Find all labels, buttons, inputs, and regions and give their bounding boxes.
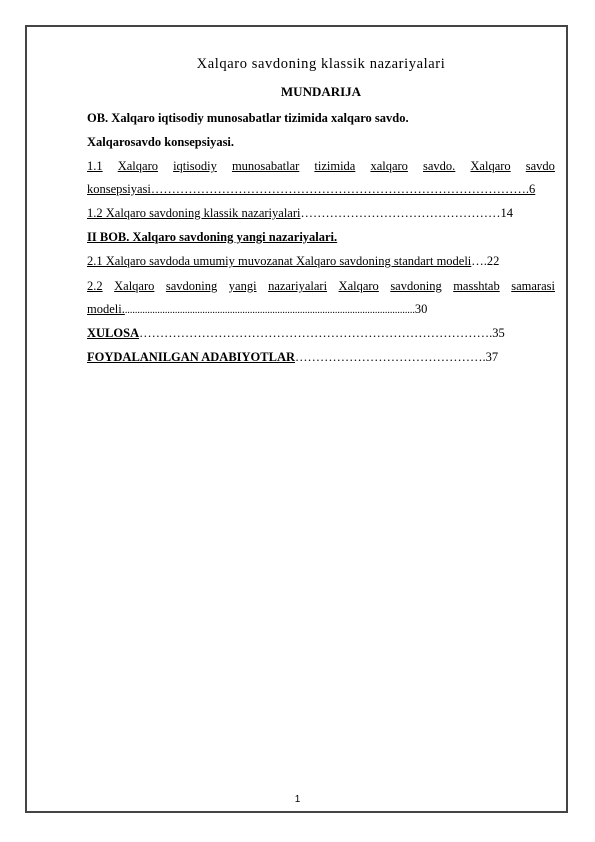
toc-leader-dots: ………………………………………. <box>295 350 486 364</box>
toc-word: iqtisodiy <box>173 159 217 173</box>
toc-page-number: 14 <box>500 206 513 220</box>
toc-entry-2-1[interactable] <box>87 253 555 269</box>
toc-entry-text: 2.1 Xalqaro savdoda umumiy muvozanat Xalqaro savdoning standart modeli <box>87 254 472 268</box>
toc-leader-dots: ………………………………………… <box>300 206 501 220</box>
toc-page-number: 30 <box>414 302 428 316</box>
document-title: Xalqaro savdoning klassik nazariyalari <box>196 56 446 72</box>
toc-conclusion[interactable] <box>87 325 555 341</box>
toc-word: savdo <box>525 159 555 173</box>
toc-page-number: 22 <box>486 254 500 268</box>
toc-word: xalqaro <box>370 159 408 173</box>
page-number: 1 <box>294 794 301 805</box>
toc-entry-2-2-cont-text: modeli. <box>87 302 125 316</box>
toc-word: savdoning <box>165 279 218 293</box>
toc-word: Xalqaro <box>117 159 158 173</box>
toc-word: samarasi <box>511 279 555 293</box>
toc-word: yangi <box>228 279 257 293</box>
toc-word: Xalqaro <box>470 159 511 173</box>
toc-word: masshtab <box>453 279 500 293</box>
toc-leader-dots: ………………………………………………………………………………. <box>150 182 530 196</box>
toc-word: Xalqaro <box>114 279 155 293</box>
toc-word: nazariyalari <box>268 279 328 293</box>
toc-leader-dots: …. <box>471 254 487 268</box>
toc-page-number: 37 <box>485 350 499 364</box>
toc-entry-text: FOYDALANILGAN ADABIYOTLAR <box>87 350 296 364</box>
intro-line-1: OB. Xalqaro iqtisodiy munosabatlar tizimida xalqaro savdo. <box>87 111 409 125</box>
toc-entry-2-2[interactable] <box>87 278 555 294</box>
toc-word: savdoning <box>390 279 442 293</box>
toc-entry-1-1-cont-text: konsepsiyasi <box>87 182 151 196</box>
toc-word: munosabatlar <box>231 159 300 173</box>
toc-leader-dots: …………………………………………………………………………. <box>139 326 493 340</box>
toc-entry-text: 1.2 Xalqaro savdoning klassik nazariyalari <box>87 206 301 220</box>
toc-leader-dots: .................................................................................................................... <box>124 305 415 316</box>
toc-word: Xalqaro <box>338 279 379 293</box>
toc-entry-1-1-continued[interactable] <box>87 181 555 197</box>
toc-page-number: 35 <box>492 326 505 340</box>
toc-word: tizimida <box>314 159 356 173</box>
intro-line-2: Xalqarosavdo konsepsiyasi. <box>87 135 235 149</box>
toc-entry-2-2-continued[interactable] <box>87 301 555 319</box>
toc-page-number: 6 <box>529 182 536 196</box>
toc-entry-1-2[interactable] <box>87 205 555 221</box>
toc-heading: MUNDARIJA <box>280 84 362 99</box>
toc-entry-1-1[interactable] <box>87 158 555 174</box>
toc-chapter-2[interactable]: II BOB. Xalqaro savdoning yangi nazariyalari. <box>87 230 338 244</box>
toc-word: 2.2 <box>87 279 103 293</box>
toc-entry-text: XULOSA <box>87 326 140 340</box>
toc-references[interactable] <box>87 349 555 365</box>
toc-word: 1.1 <box>87 159 103 173</box>
toc-word: savdo. <box>423 159 456 173</box>
